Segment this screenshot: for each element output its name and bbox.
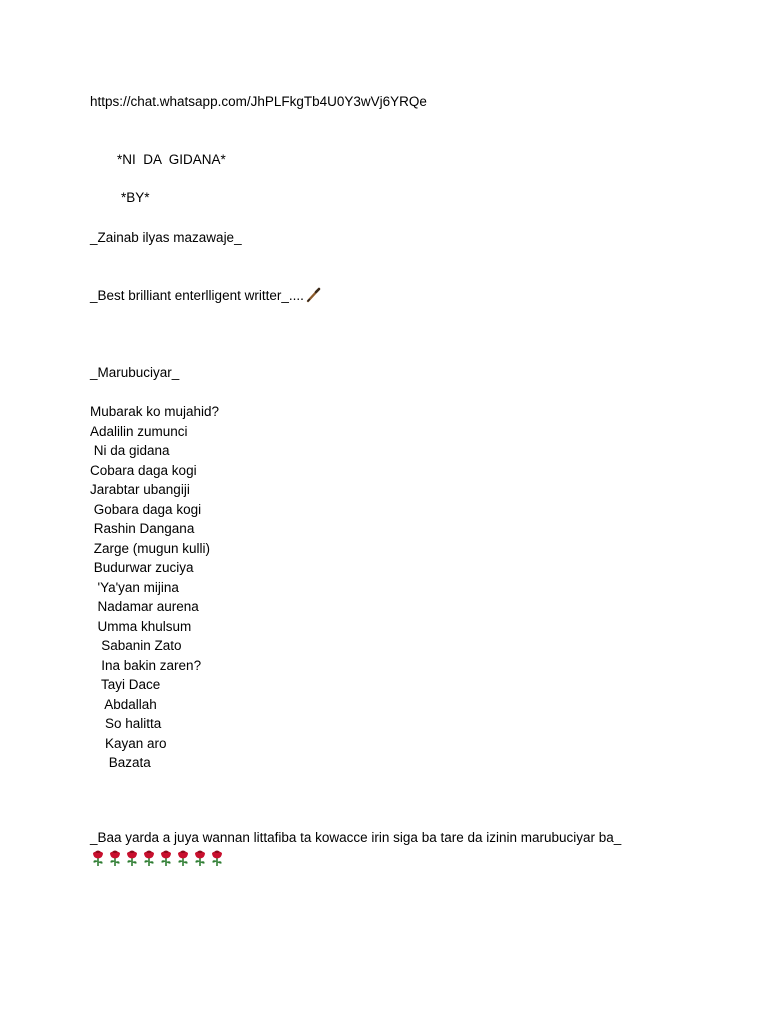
book-title: Kayan aro: [90, 735, 167, 751]
author-tagline: [90, 287, 321, 305]
book-title: Budurwar zuciya: [90, 560, 194, 575]
rose-icon: [108, 849, 122, 866]
author-name: _Zainab ilyas mazawaje_: [90, 230, 242, 245]
rose-icon: [159, 849, 173, 866]
whatsapp-group-link[interactable]: https://chat.whatsapp.com/JhPLFkgTb4U0Y3wVj6YRQe: [90, 94, 427, 109]
book-title: 'Ya'yan mijina: [90, 579, 179, 595]
book-title: Cobara daga kogi: [90, 462, 197, 478]
footer-note: _Baa yarda a juya wannan littafiba ta kowacce irin siga ba tare da izinin marubuciyar ba_: [90, 830, 622, 845]
book-title: Adalilin zumunci: [90, 423, 188, 439]
book-title: Bazata: [90, 755, 151, 770]
book-title: Ina bakin zaren?: [90, 657, 202, 673]
book-title: Mubarak ko mujahid?: [90, 404, 220, 419]
pen-icon: [305, 287, 321, 303]
story-title: *NI DA GIDANA*: [117, 152, 226, 167]
book-title: Jarabtar ubangiji: [90, 482, 190, 497]
rose-icon: [91, 849, 105, 866]
rose-icon: [142, 849, 156, 866]
section-heading: _Marubuciyar_: [90, 365, 180, 380]
book-title: Gobara daga kogi: [90, 501, 202, 517]
book-title: Rashin Dangana: [90, 521, 195, 536]
rose-icon: [210, 849, 224, 866]
rose-icon: [193, 849, 207, 866]
book-title: Umma khulsum: [90, 618, 192, 634]
book-title: So halitta: [90, 716, 162, 731]
book-title: Zarge (mugun kulli): [90, 540, 211, 556]
book-title: Nadamar aurena: [90, 599, 199, 614]
book-title: Tayi Dace: [90, 677, 161, 692]
by-label: *BY*: [121, 190, 150, 205]
rose-icon: [125, 849, 139, 866]
author-tagline-text: _Best brilliant enterlligent writter_....: [90, 288, 304, 303]
book-title: Ni da gidana: [90, 443, 170, 458]
book-title: Sabanin Zato: [90, 638, 182, 653]
rose-row: [91, 849, 224, 867]
rose-icon: [176, 849, 190, 866]
book-title: Abdallah: [90, 696, 157, 712]
